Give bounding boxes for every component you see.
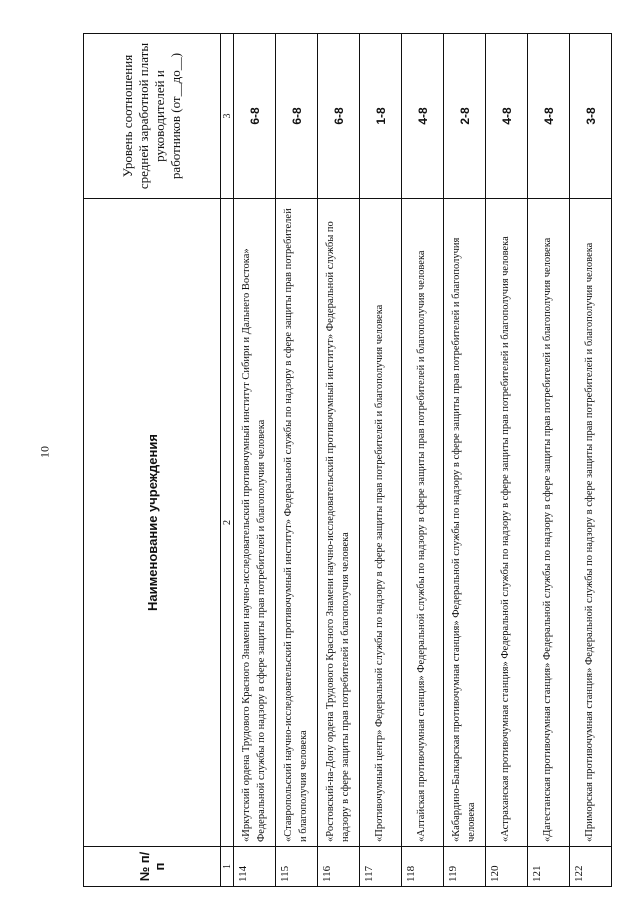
row-number: 115: [276, 847, 318, 887]
column-index-3: 3: [221, 34, 234, 199]
row-number: 120: [486, 847, 528, 887]
salary-ratio-level: 4-8: [486, 34, 528, 199]
salary-ratio-level: 6-8: [234, 34, 276, 199]
row-number: 117: [360, 847, 402, 887]
salary-ratio-level: 2-8: [444, 34, 486, 199]
row-number: 118: [402, 847, 444, 887]
institution-name: «Дагестанская противочумная станция» Федеральной службы по надзору в сфере защиты прав потребителей и благополучия человека: [528, 199, 570, 847]
rotated-table-container: [83, 34, 611, 887]
header-name: Наименование учреждения: [84, 199, 221, 847]
table-row: [234, 34, 276, 887]
table-row: [570, 34, 612, 887]
column-index-row: [221, 34, 234, 887]
institution-name: «Иркутский ордена Трудового Красного Знамени научно-исследовательский противочумный институт Сибири и Дальнего Востока» Федеральной службы по надзору в сфере защиты прав потребителей и благополучия человека: [234, 199, 276, 847]
row-number: 122: [570, 847, 612, 887]
institution-name: «Ростовский-на-Дону ордена Трудового Красного Знамени научно-исследовательский противочумный институт» Федеральной службы по надзору в сфере защиты прав потребителей и благополучия человека: [318, 199, 360, 847]
column-index-2: 2: [221, 199, 234, 847]
page-number: 10: [37, 446, 52, 458]
institution-name: «Алтайская противочумная станция» Федеральной службы по надзору в сфере защиты прав потребителей и благополучия человека: [402, 199, 444, 847]
table-row: [360, 34, 402, 887]
table-row: [318, 34, 360, 887]
table-row: [276, 34, 318, 887]
row-number: 114: [234, 847, 276, 887]
institution-name: «Ставропольский научно-исследовательский противочумный институт» Федеральной службы по надзору в сфере защиты прав потребителей и благополучия человека: [276, 199, 318, 847]
institution-name: «Кабардино-Балкарская противочумная станция» Федеральной службы по надзору в сфере защиты прав потребителей и благополучия человека: [444, 199, 486, 847]
salary-ratio-level: 3-8: [570, 34, 612, 199]
table-row: [528, 34, 570, 887]
header-level: Уровень соотношения средней заработной платы руководителей и работников (от__до__): [84, 34, 221, 199]
salary-ratio-level: 4-8: [528, 34, 570, 199]
salary-ratio-level: 6-8: [276, 34, 318, 199]
salary-ratio-level: 6-8: [318, 34, 360, 199]
salary-ratio-level: 1-8: [360, 34, 402, 199]
institution-name: «Астраханская противочумная станция» Федеральной службы по надзору в сфере защиты прав потребителей и благополучия человека: [486, 199, 528, 847]
table-row: [444, 34, 486, 887]
header-row: [84, 34, 221, 887]
institution-name: «Приморская противочумная станция» Федеральной службы по надзору в сфере защиты прав потребителей и благополучия человека: [570, 199, 612, 847]
row-number: 121: [528, 847, 570, 887]
salary-ratio-level: 4-8: [402, 34, 444, 199]
table-row: [486, 34, 528, 887]
table-row: [402, 34, 444, 887]
header-number: № п/п: [84, 847, 221, 887]
institution-name: «Противочумный центр» Федеральной службы по надзору в сфере защиты прав потребителей и благополучия человека: [360, 199, 402, 847]
institutions-table: [83, 33, 612, 887]
row-number: 116: [318, 847, 360, 887]
row-number: 119: [444, 847, 486, 887]
column-index-1: 1: [221, 847, 234, 887]
